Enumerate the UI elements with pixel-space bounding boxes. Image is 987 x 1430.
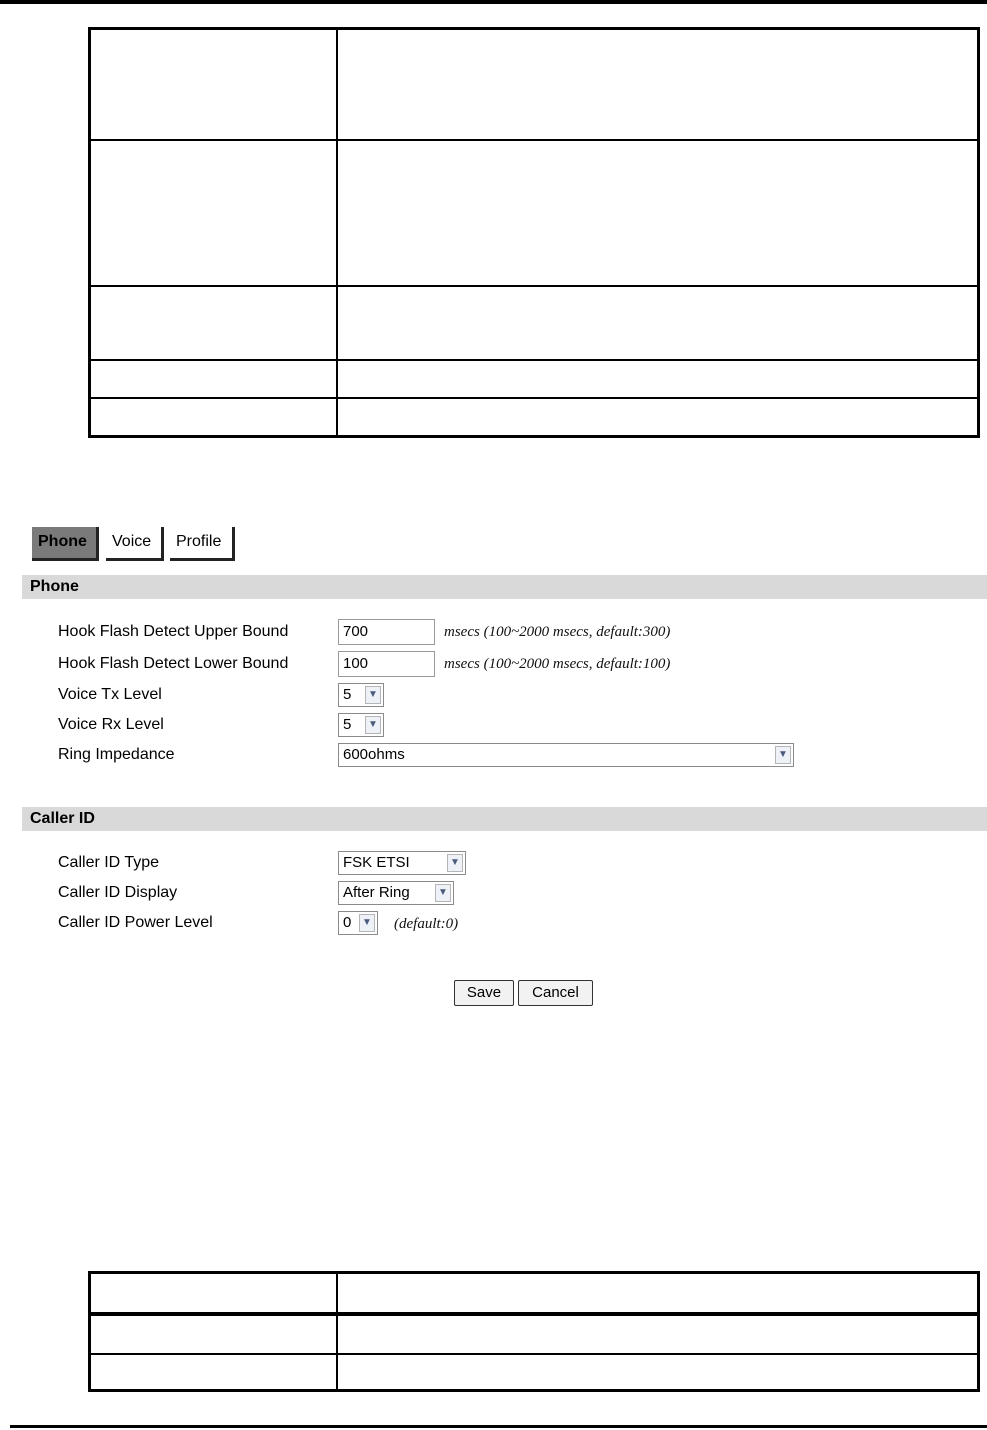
section-header-caller-id: Caller ID xyxy=(22,807,987,831)
page-top-rule xyxy=(0,0,987,4)
table-column-divider xyxy=(336,1274,338,1389)
table-row xyxy=(91,1353,977,1355)
caller-id-type-label: Caller ID Type xyxy=(58,854,160,871)
section-header-phone: Phone xyxy=(22,575,987,599)
caller-id-display-select[interactable] xyxy=(338,881,454,905)
ring-impedance-select[interactable] xyxy=(338,743,794,767)
caller-id-display-label: Caller ID Display xyxy=(58,884,178,901)
table-row xyxy=(91,139,977,141)
hook-lower-label: Hook Flash Detect Lower Bound xyxy=(58,655,289,672)
caller-id-power-select[interactable] xyxy=(338,911,378,935)
table-row xyxy=(91,1312,977,1316)
table-row xyxy=(91,285,977,287)
hook-upper-input[interactable]: 700 xyxy=(338,619,435,645)
chevron-down-icon[interactable]: ▼ xyxy=(775,746,791,764)
hook-upper-label: Hook Flash Detect Upper Bound xyxy=(58,623,289,640)
page-bottom-rule xyxy=(10,1425,987,1428)
chevron-down-icon[interactable]: ▼ xyxy=(447,854,463,872)
caller-id-power-label: Caller ID Power Level xyxy=(58,914,213,931)
table-row xyxy=(91,359,977,361)
tx-level-value: 5 xyxy=(343,686,352,703)
table-row xyxy=(91,397,977,399)
doc-table-bottom xyxy=(88,1271,980,1392)
chevron-down-icon[interactable]: ▼ xyxy=(359,914,375,932)
hook-lower-hint: msecs (100~2000 msecs, default:100) xyxy=(444,656,671,672)
cancel-button[interactable]: Cancel xyxy=(518,980,593,1006)
chevron-down-icon[interactable]: ▼ xyxy=(435,884,451,902)
tab-phone[interactable]: Phone xyxy=(32,527,99,561)
doc-table-top xyxy=(88,27,980,438)
hook-upper-hint: msecs (100~2000 msecs, default:300) xyxy=(444,624,671,640)
ring-impedance-label: Ring Impedance xyxy=(58,746,175,763)
caller-id-type-select[interactable] xyxy=(338,851,466,875)
hook-lower-input[interactable]: 100 xyxy=(338,651,435,677)
tx-level-select[interactable] xyxy=(338,683,384,707)
tab-profile[interactable]: Profile xyxy=(170,527,235,561)
save-button[interactable]: Save xyxy=(454,980,514,1006)
chevron-down-icon[interactable]: ▼ xyxy=(365,686,381,704)
tx-level-label: Voice Tx Level xyxy=(58,686,162,703)
settings-panel xyxy=(22,505,987,1017)
rx-level-select[interactable] xyxy=(338,713,384,737)
ring-impedance-value: 600ohms xyxy=(343,746,405,763)
caller-id-power-hint: (default:0) xyxy=(394,916,459,932)
table-column-divider xyxy=(336,30,338,435)
caller-id-display-value: After Ring xyxy=(343,884,410,901)
rx-level-value: 5 xyxy=(343,716,352,733)
chevron-down-icon[interactable]: ▼ xyxy=(365,716,381,734)
caller-id-type-value: FSK ETSI xyxy=(343,854,410,871)
caller-id-power-value: 0 xyxy=(343,914,352,931)
rx-level-label: Voice Rx Level xyxy=(58,716,164,733)
tab-voice[interactable]: Voice xyxy=(106,527,164,561)
